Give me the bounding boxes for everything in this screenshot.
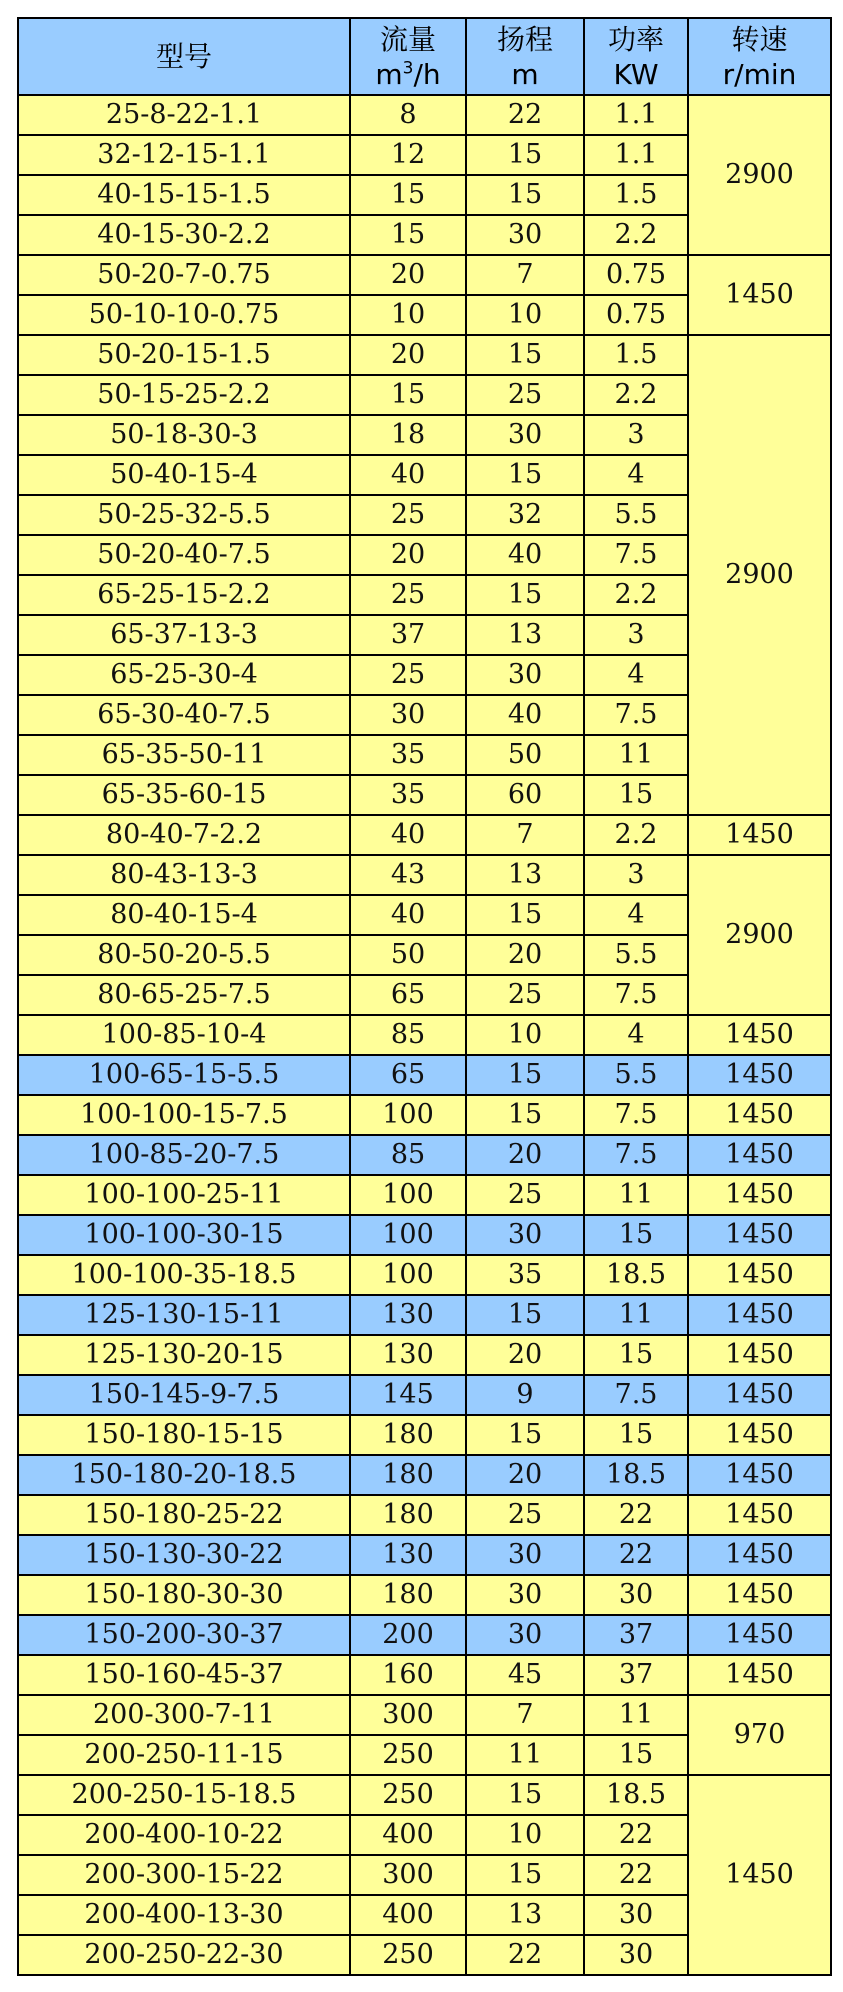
cell-model: 50-10-10-0.75 — [18, 295, 350, 335]
cell-head: 15 — [466, 1095, 584, 1135]
cell-model: 200-300-15-22 — [18, 1855, 350, 1895]
cell-model: 150-180-20-18.5 — [18, 1455, 350, 1495]
cell-model: 125-130-20-15 — [18, 1335, 350, 1375]
cell-flow: 200 — [350, 1615, 466, 1655]
cell-model: 80-40-15-4 — [18, 895, 350, 935]
cell-flow: 40 — [350, 815, 466, 855]
cell-head: 32 — [466, 495, 584, 535]
cell-flow: 130 — [350, 1535, 466, 1575]
cell-flow: 85 — [350, 1135, 466, 1175]
cell-flow: 300 — [350, 1855, 466, 1895]
cell-model: 50-20-40-7.5 — [18, 535, 350, 575]
cell-head: 9 — [466, 1375, 584, 1415]
cell-power: 11 — [584, 1175, 688, 1215]
cell-head: 50 — [466, 735, 584, 775]
cell-head: 25 — [466, 1495, 584, 1535]
cell-power: 15 — [584, 1215, 688, 1255]
cell-power: 1.1 — [584, 95, 688, 135]
cell-model: 50-18-30-3 — [18, 415, 350, 455]
cell-speed: 2900 — [688, 855, 831, 1015]
cell-model: 50-15-25-2.2 — [18, 375, 350, 415]
table-row — [18, 1375, 831, 1415]
cell-head: 15 — [466, 135, 584, 175]
cell-head: 10 — [466, 295, 584, 335]
cell-power: 15 — [584, 1415, 688, 1455]
cell-model: 200-250-15-18.5 — [18, 1775, 350, 1815]
header-flow-unit-sup: 3 — [402, 58, 414, 79]
cell-speed: 1450 — [688, 1655, 831, 1695]
cell-power: 0.75 — [584, 255, 688, 295]
table-row — [18, 1015, 831, 1055]
cell-power: 15 — [584, 1735, 688, 1775]
cell-model: 100-100-30-15 — [18, 1215, 350, 1255]
cell-head: 7 — [466, 1695, 584, 1735]
cell-speed: 2900 — [688, 95, 831, 255]
cell-flow: 15 — [350, 215, 466, 255]
cell-head: 25 — [466, 1175, 584, 1215]
cell-flow: 100 — [350, 1215, 466, 1255]
cell-model: 50-20-7-0.75 — [18, 255, 350, 295]
cell-head: 15 — [466, 1055, 584, 1095]
cell-power: 2.2 — [584, 815, 688, 855]
cell-flow: 8 — [350, 95, 466, 135]
table-row — [18, 335, 831, 375]
cell-speed: 1450 — [688, 1015, 831, 1055]
cell-head: 25 — [466, 375, 584, 415]
cell-model: 50-20-15-1.5 — [18, 335, 350, 375]
cell-flow: 400 — [350, 1895, 466, 1935]
table-row — [18, 1655, 831, 1695]
header-model-label: 型号 — [155, 40, 212, 73]
table-row — [18, 1215, 831, 1255]
cell-flow: 15 — [350, 175, 466, 215]
table-row — [18, 1615, 831, 1655]
cell-flow: 37 — [350, 615, 466, 655]
cell-speed: 1450 — [688, 1775, 831, 1975]
cell-head: 40 — [466, 695, 584, 735]
cell-power: 2.2 — [584, 375, 688, 415]
cell-speed: 1450 — [688, 815, 831, 855]
cell-head: 20 — [466, 1455, 584, 1495]
cell-speed: 1450 — [688, 1615, 831, 1655]
cell-speed: 2900 — [688, 335, 831, 815]
cell-flow: 20 — [350, 535, 466, 575]
cell-speed: 1450 — [688, 1135, 831, 1175]
cell-model: 65-35-50-11 — [18, 735, 350, 775]
cell-power: 7.5 — [584, 535, 688, 575]
cell-flow: 85 — [350, 1015, 466, 1055]
cell-model: 100-85-10-4 — [18, 1015, 350, 1055]
cell-model: 200-250-22-30 — [18, 1935, 350, 1975]
cell-speed: 1450 — [688, 1295, 831, 1335]
cell-power: 3 — [584, 415, 688, 455]
cell-flow: 20 — [350, 335, 466, 375]
header-flow-label: 流量 — [379, 22, 436, 56]
cell-power: 7.5 — [584, 1375, 688, 1415]
cell-model: 150-130-30-22 — [18, 1535, 350, 1575]
table-body — [18, 95, 831, 1975]
cell-head: 30 — [466, 1575, 584, 1615]
cell-head: 60 — [466, 775, 584, 815]
cell-flow: 180 — [350, 1455, 466, 1495]
cell-speed: 970 — [688, 1695, 831, 1775]
cell-power: 37 — [584, 1655, 688, 1695]
cell-power: 22 — [584, 1535, 688, 1575]
cell-model: 100-65-15-5.5 — [18, 1055, 350, 1095]
cell-power: 15 — [584, 1335, 688, 1375]
cell-flow: 43 — [350, 855, 466, 895]
cell-flow: 250 — [350, 1935, 466, 1975]
cell-power: 2.2 — [584, 575, 688, 615]
cell-head: 10 — [466, 1015, 584, 1055]
cell-flow: 18 — [350, 415, 466, 455]
cell-model: 100-100-15-7.5 — [18, 1095, 350, 1135]
cell-head: 15 — [466, 1295, 584, 1335]
table-row — [18, 815, 831, 855]
cell-flow: 250 — [350, 1775, 466, 1815]
cell-head: 22 — [466, 1935, 584, 1975]
table-row — [18, 1135, 831, 1175]
cell-head: 11 — [466, 1735, 584, 1775]
cell-power: 22 — [584, 1815, 688, 1855]
cell-head: 15 — [466, 1775, 584, 1815]
cell-model: 150-200-30-37 — [18, 1615, 350, 1655]
cell-flow: 100 — [350, 1255, 466, 1295]
cell-head: 30 — [466, 655, 584, 695]
cell-power: 11 — [584, 1695, 688, 1735]
table-row — [18, 95, 831, 135]
cell-power: 1.5 — [584, 335, 688, 375]
cell-head: 13 — [466, 855, 584, 895]
header-speed-unit: r/min — [722, 57, 797, 91]
cell-head: 35 — [466, 1255, 584, 1295]
table-row — [18, 1175, 831, 1215]
header-flow-unit — [351, 57, 465, 92]
cell-power: 1.5 — [584, 175, 688, 215]
cell-model: 150-180-30-30 — [18, 1575, 350, 1615]
cell-flow: 50 — [350, 935, 466, 975]
cell-head: 20 — [466, 935, 584, 975]
header-power-label: 功率 — [607, 22, 664, 56]
cell-power: 4 — [584, 655, 688, 695]
cell-speed: 1450 — [688, 1535, 831, 1575]
cell-power: 15 — [584, 775, 688, 815]
cell-model: 150-180-15-15 — [18, 1415, 350, 1455]
header-head-unit: m — [511, 57, 539, 91]
header-speed — [688, 18, 831, 95]
cell-flow: 160 — [350, 1655, 466, 1695]
cell-model: 200-300-7-11 — [18, 1695, 350, 1735]
cell-power: 2.2 — [584, 215, 688, 255]
cell-flow: 180 — [350, 1495, 466, 1535]
cell-flow: 25 — [350, 655, 466, 695]
cell-model: 32-12-15-1.1 — [18, 135, 350, 175]
cell-speed: 1450 — [688, 1415, 831, 1455]
cell-speed: 1450 — [688, 1575, 831, 1615]
cell-flow: 35 — [350, 735, 466, 775]
cell-model: 65-35-60-15 — [18, 775, 350, 815]
cell-model: 100-85-20-7.5 — [18, 1135, 350, 1175]
cell-flow: 35 — [350, 775, 466, 815]
cell-head: 13 — [466, 1895, 584, 1935]
cell-power: 3 — [584, 615, 688, 655]
cell-head: 30 — [466, 1535, 584, 1575]
header-flow-unit-rest: /h — [413, 57, 441, 91]
cell-model: 80-43-13-3 — [18, 855, 350, 895]
cell-power: 5.5 — [584, 495, 688, 535]
cell-speed: 1450 — [688, 1055, 831, 1095]
cell-power: 4 — [584, 455, 688, 495]
header-flow-unit-base: m — [375, 57, 403, 91]
header-model — [18, 18, 350, 95]
table-row — [18, 1255, 831, 1295]
cell-power: 18.5 — [584, 1255, 688, 1295]
cell-head: 20 — [466, 1335, 584, 1375]
cell-model: 65-37-13-3 — [18, 615, 350, 655]
cell-head: 15 — [466, 895, 584, 935]
cell-flow: 12 — [350, 135, 466, 175]
cell-head: 15 — [466, 1855, 584, 1895]
cell-power: 18.5 — [584, 1775, 688, 1815]
table-row — [18, 255, 831, 295]
cell-model: 40-15-15-1.5 — [18, 175, 350, 215]
cell-speed: 1450 — [688, 1095, 831, 1135]
cell-model: 50-40-15-4 — [18, 455, 350, 495]
table-row — [18, 1095, 831, 1135]
cell-power: 1.1 — [584, 135, 688, 175]
cell-flow: 180 — [350, 1415, 466, 1455]
cell-flow: 25 — [350, 495, 466, 535]
cell-flow: 20 — [350, 255, 466, 295]
cell-head: 15 — [466, 455, 584, 495]
cell-model: 100-100-25-11 — [18, 1175, 350, 1215]
cell-flow: 10 — [350, 295, 466, 335]
cell-model: 100-100-35-18.5 — [18, 1255, 350, 1295]
cell-power: 5.5 — [584, 1055, 688, 1095]
cell-model: 150-160-45-37 — [18, 1655, 350, 1695]
cell-model: 125-130-15-11 — [18, 1295, 350, 1335]
cell-flow: 145 — [350, 1375, 466, 1415]
cell-head: 13 — [466, 615, 584, 655]
cell-head: 7 — [466, 815, 584, 855]
table-row — [18, 1775, 831, 1815]
cell-power: 7.5 — [584, 1135, 688, 1175]
cell-model: 40-15-30-2.2 — [18, 215, 350, 255]
table-row — [18, 1535, 831, 1575]
table-row — [18, 1695, 831, 1735]
cell-model: 80-50-20-5.5 — [18, 935, 350, 975]
cell-power: 30 — [584, 1895, 688, 1935]
cell-head: 15 — [466, 335, 584, 375]
cell-flow: 25 — [350, 575, 466, 615]
cell-flow: 100 — [350, 1175, 466, 1215]
cell-head: 30 — [466, 415, 584, 455]
cell-power: 3 — [584, 855, 688, 895]
table-row — [18, 1495, 831, 1535]
header-speed-label: 转速 — [731, 22, 788, 56]
cell-power: 11 — [584, 735, 688, 775]
table-row — [18, 1295, 831, 1335]
cell-model: 65-25-30-4 — [18, 655, 350, 695]
cell-flow: 65 — [350, 1055, 466, 1095]
cell-head: 40 — [466, 535, 584, 575]
header-power — [584, 18, 688, 95]
cell-power: 4 — [584, 895, 688, 935]
table-row — [18, 1335, 831, 1375]
cell-head: 30 — [466, 1215, 584, 1255]
cell-speed: 1450 — [688, 1495, 831, 1535]
cell-flow: 400 — [350, 1815, 466, 1855]
cell-head: 20 — [466, 1135, 584, 1175]
cell-power: 30 — [584, 1575, 688, 1615]
cell-speed: 1450 — [688, 255, 831, 335]
cell-power: 5.5 — [584, 935, 688, 975]
cell-power: 11 — [584, 1295, 688, 1335]
cell-flow: 130 — [350, 1295, 466, 1335]
header-head-label: 扬程 — [496, 22, 553, 56]
cell-model: 200-250-11-15 — [18, 1735, 350, 1775]
cell-power: 37 — [584, 1615, 688, 1655]
cell-power: 7.5 — [584, 1095, 688, 1135]
cell-model: 65-30-40-7.5 — [18, 695, 350, 735]
header-flow — [350, 18, 466, 95]
cell-power: 22 — [584, 1855, 688, 1895]
cell-speed: 1450 — [688, 1375, 831, 1415]
cell-flow: 250 — [350, 1735, 466, 1775]
cell-flow: 100 — [350, 1095, 466, 1135]
cell-power: 0.75 — [584, 295, 688, 335]
cell-speed: 1450 — [688, 1255, 831, 1295]
cell-model: 150-180-25-22 — [18, 1495, 350, 1535]
cell-speed: 1450 — [688, 1215, 831, 1255]
cell-model: 25-8-22-1.1 — [18, 95, 350, 135]
cell-model: 150-145-9-7.5 — [18, 1375, 350, 1415]
cell-power: 7.5 — [584, 695, 688, 735]
cell-model: 80-40-7-2.2 — [18, 815, 350, 855]
cell-flow: 15 — [350, 375, 466, 415]
cell-flow: 40 — [350, 455, 466, 495]
cell-power: 22 — [584, 1495, 688, 1535]
header-head — [466, 18, 584, 95]
header-power-unit: KW — [613, 57, 659, 91]
cell-model: 50-25-32-5.5 — [18, 495, 350, 535]
table-row — [18, 855, 831, 895]
cell-head: 30 — [466, 215, 584, 255]
table-row — [18, 1455, 831, 1495]
cell-flow: 300 — [350, 1695, 466, 1735]
cell-flow: 65 — [350, 975, 466, 1015]
cell-model: 80-65-25-7.5 — [18, 975, 350, 1015]
cell-flow: 130 — [350, 1335, 466, 1375]
pump-spec-table — [17, 17, 832, 1976]
cell-head: 22 — [466, 95, 584, 135]
cell-power: 4 — [584, 1015, 688, 1055]
cell-head: 15 — [466, 575, 584, 615]
cell-head: 15 — [466, 1415, 584, 1455]
cell-flow: 30 — [350, 695, 466, 735]
cell-flow: 180 — [350, 1575, 466, 1615]
cell-head: 45 — [466, 1655, 584, 1695]
header-row — [18, 18, 831, 95]
cell-flow: 40 — [350, 895, 466, 935]
cell-power: 18.5 — [584, 1455, 688, 1495]
cell-head: 10 — [466, 1815, 584, 1855]
cell-speed: 1450 — [688, 1455, 831, 1495]
table-row — [18, 1055, 831, 1095]
cell-speed: 1450 — [688, 1175, 831, 1215]
cell-head: 7 — [466, 255, 584, 295]
cell-power: 7.5 — [584, 975, 688, 1015]
cell-power: 30 — [584, 1935, 688, 1975]
table-row — [18, 1575, 831, 1615]
table-row — [18, 1415, 831, 1455]
cell-head: 15 — [466, 175, 584, 215]
cell-speed: 1450 — [688, 1335, 831, 1375]
cell-model: 200-400-13-30 — [18, 1895, 350, 1935]
cell-head: 25 — [466, 975, 584, 1015]
cell-model: 200-400-10-22 — [18, 1815, 350, 1855]
cell-model: 65-25-15-2.2 — [18, 575, 350, 615]
cell-head: 30 — [466, 1615, 584, 1655]
